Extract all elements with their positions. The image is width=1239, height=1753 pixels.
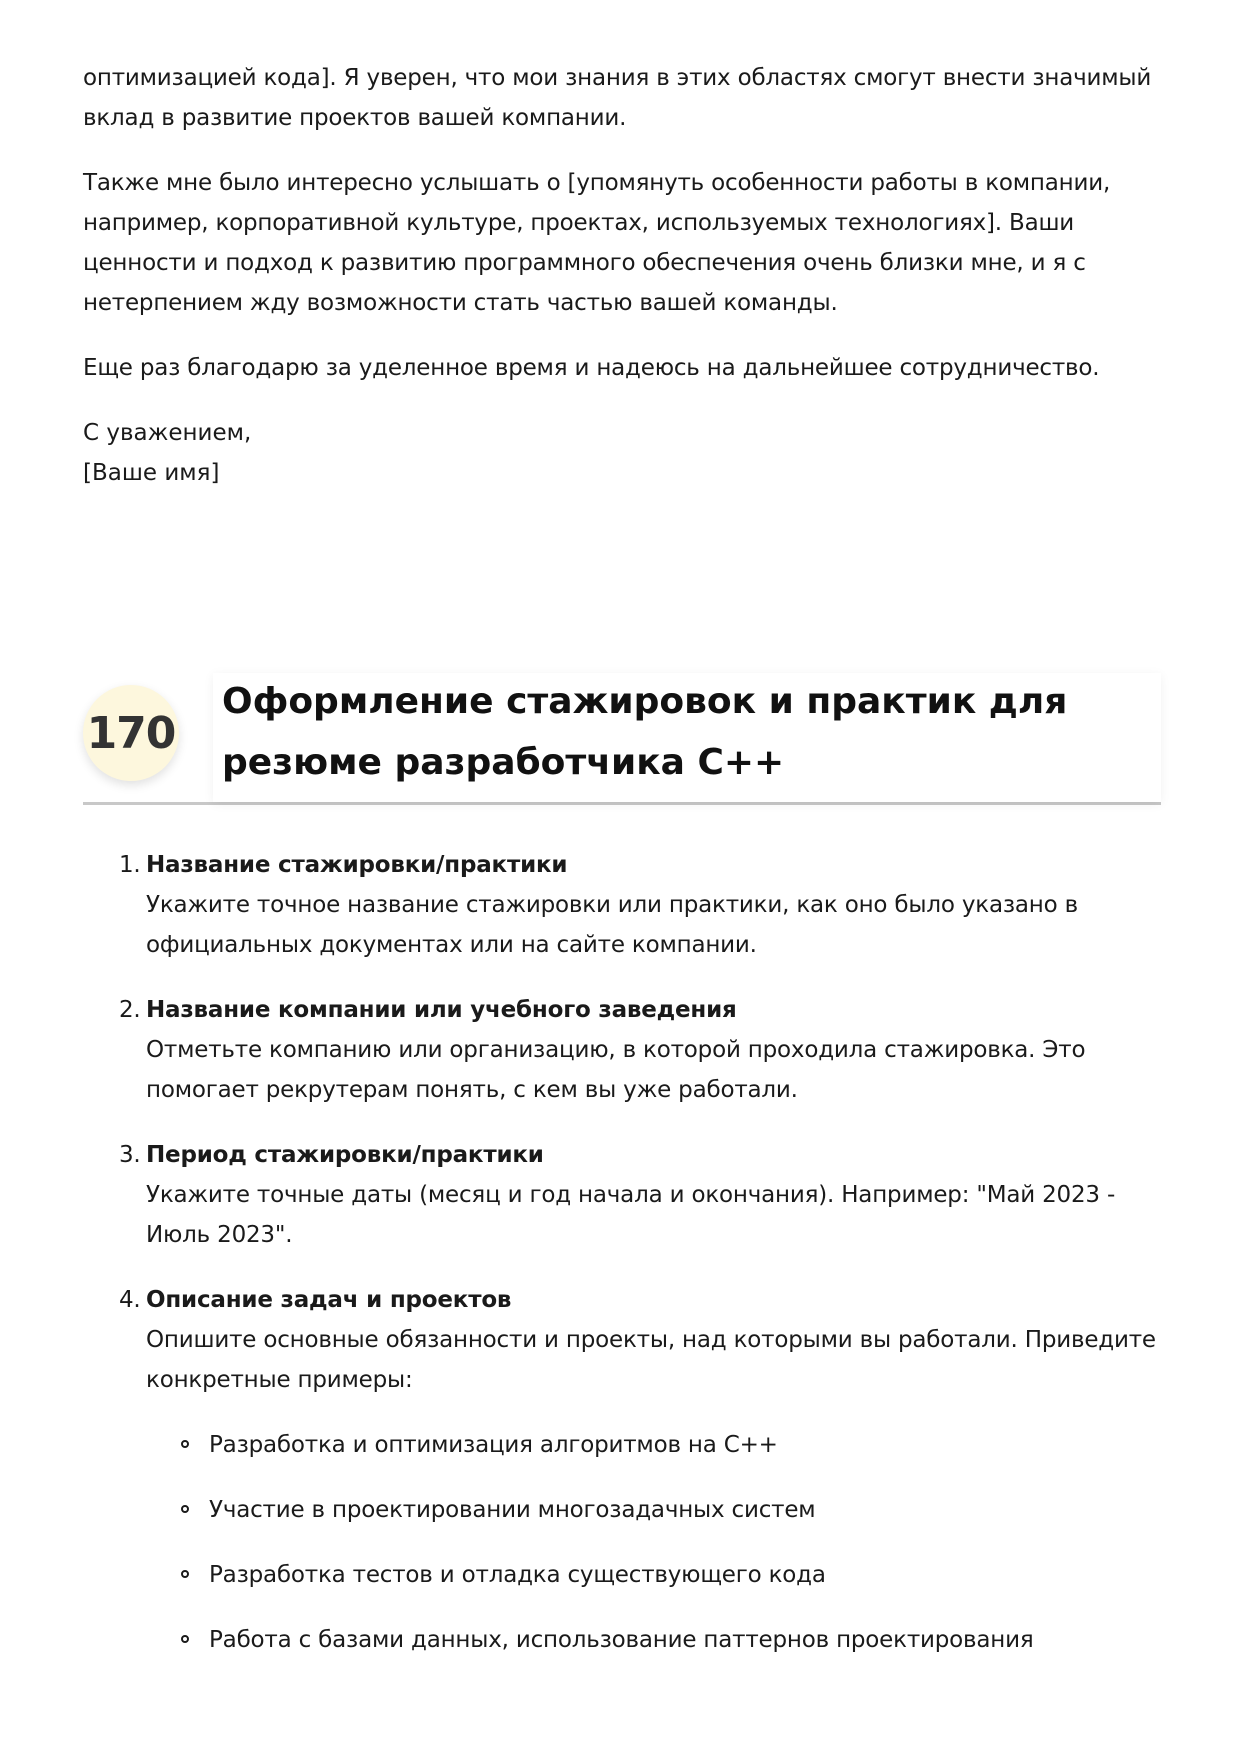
list-item-number: 1. [119, 852, 141, 878]
list-item-body: Опишите основные обязанности и проекты, над которыми вы работали. Приведите конкретные примеры: [146, 1327, 1156, 1393]
list-item-number: 3. [119, 1142, 141, 1168]
list-item-number: 2. [119, 997, 141, 1023]
list-item-title: Название стажировки/практики [146, 852, 568, 878]
bullet-text: Участие в проектировании многозадачных систем [209, 1497, 816, 1523]
bullet-text: Разработка тестов и отладка существующего кода [209, 1562, 826, 1588]
bullet-item [146, 1490, 1161, 1530]
section-header [83, 665, 1161, 805]
list-item-title: Название компании или учебного заведения [146, 997, 737, 1023]
paragraph: Еще раз благодарю за уделенное время и надеюсь на дальнейшее сотрудничество. [83, 355, 1100, 381]
list-item-body: Отметьте компанию или организацию, в которой проходила стажировка. Это помогает рекрутерам понять, с кем вы уже работали. [146, 1037, 1086, 1103]
section-title: Оформление стажировок и практик для резюме разработчика C++ [222, 681, 1068, 783]
bullet-text: Работа с базами данных, использование паттернов проектирования [209, 1627, 1034, 1653]
section-number-badge: 170 [83, 685, 179, 781]
bullet-text: Разработка и оптимизация алгоритмов на C++ [209, 1432, 778, 1458]
bullet-item [146, 1555, 1161, 1595]
numbered-list [83, 845, 1161, 1685]
list-item-body: Укажите точные даты (месяц и год начала и окончания). Например: "Май 2023 - Июль 2023". [146, 1182, 1116, 1248]
paragraph: оптимизацией кода]. Я уверен, что мои знания в этих областях смогут внести значимый вклад в развитие проектов вашей компании. [83, 65, 1152, 131]
circle-bullet-icon [181, 1635, 189, 1643]
signoff-name: [Ваше имя] [83, 460, 220, 486]
bullet-item [146, 1425, 1161, 1465]
list-item-body: Укажите точное название стажировки или практики, как оно было указано в официальных документах или на сайте компании. [146, 892, 1078, 958]
list-item-title: Период стажировки/практики [146, 1142, 544, 1168]
list-item-title: Описание задач и проектов [146, 1287, 512, 1313]
circle-bullet-icon [181, 1570, 189, 1578]
circle-bullet-icon [181, 1440, 189, 1448]
list-item [83, 1280, 1161, 1660]
letter-body [83, 58, 1161, 493]
signoff-closing: С уважением, [83, 420, 252, 446]
list-item [83, 845, 1161, 965]
bullet-item [146, 1620, 1161, 1660]
list-item [83, 1135, 1161, 1255]
list-item-number: 4. [119, 1287, 141, 1313]
signoff [83, 413, 1161, 493]
bullet-list [146, 1425, 1161, 1660]
circle-bullet-icon [181, 1505, 189, 1513]
paragraph: Также мне было интересно услышать о [упомянуть особенности работы в компании, например, корпоративной культуре, проектах, используемых технологиях]. Ваши ценности и подход к развитию программного обеспечения очень близки мне, и я с нетерпением жду возможности стать частью вашей команды. [83, 170, 1111, 316]
list-item [83, 990, 1161, 1110]
